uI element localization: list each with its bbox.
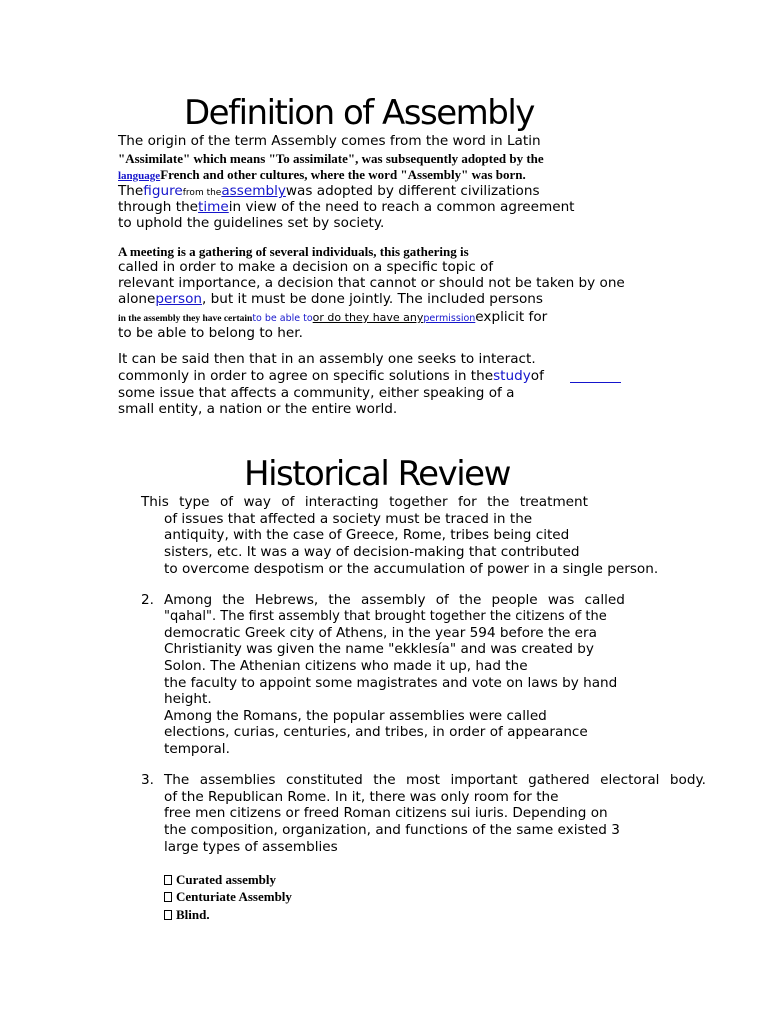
- item2-word: of: [435, 592, 449, 608]
- p2-line1: A meeting is a gathering of several individuals, this gathering is: [118, 244, 469, 259]
- p1-line6: to uphold the guidelines set by society.: [118, 215, 385, 231]
- p3-line2-text: of: [530, 368, 544, 384]
- p2-line6: to be able to belong to her.: [118, 325, 303, 341]
- square-bullet-icon: [164, 892, 172, 902]
- item2-line: Christianity was given the name "ekklesía" and was created by: [164, 641, 594, 657]
- p2-line4-text: , but it must be done jointly. The included persons: [202, 291, 543, 307]
- p2-line5-bold: in the assembly they have certain: [118, 314, 253, 324]
- p1-line4-start: The: [118, 183, 144, 199]
- item3-word: gathered: [528, 772, 590, 788]
- item1-line: to overcome despotism or the accumulation of power in a single person.: [164, 561, 659, 577]
- bullet-item-label: Curated assembly: [176, 872, 277, 887]
- item3-word: body.: [669, 772, 706, 788]
- item3-line: free men citizens or freed Roman citizens sui iuris. Depending on: [164, 805, 608, 821]
- item1-word: of: [281, 494, 295, 510]
- p1-line5-text: in view of the need to reach a common agreement: [228, 199, 575, 215]
- item1-word: of: [219, 494, 234, 510]
- item3-word: assemblies: [199, 772, 276, 788]
- link-to-be-able-to[interactable]: to be able to: [252, 313, 313, 324]
- item2-word: Among: [164, 592, 213, 608]
- item3-word: the: [373, 772, 396, 788]
- item2-word: the: [222, 592, 245, 608]
- item1-word: together: [389, 494, 448, 510]
- link-figure[interactable]: figure: [143, 183, 183, 199]
- item1-word: interacting: [304, 494, 379, 510]
- item3-line: the composition, organization, and functions of the same existed 3: [164, 822, 620, 838]
- item2-line: "qahal". The first assembly that brought together the citizens of the: [164, 609, 607, 624]
- link-language[interactable]: language: [118, 170, 161, 182]
- p3-line2: [118, 368, 544, 385]
- item3-word: important: [450, 772, 518, 788]
- item3-word: The: [164, 772, 190, 788]
- link-time[interactable]: time: [198, 199, 229, 215]
- section-title-historical: Historical Review: [244, 454, 510, 494]
- item2-line: temporal.: [164, 741, 230, 757]
- item2-first-line: [164, 592, 625, 609]
- bullet-item: [164, 888, 292, 905]
- bullet-item: [164, 906, 210, 923]
- p2-line4: [118, 291, 543, 308]
- square-bullet-icon: [164, 875, 172, 885]
- p1-line2: "Assimilate" which means "To assimilate", was subsequently adopted by the: [118, 151, 544, 166]
- empty-link-underline[interactable]: [570, 382, 621, 383]
- item1-word: for: [458, 494, 477, 510]
- p1-line3-text: French and other cultures, where the word "Assembly" was born.: [160, 167, 526, 182]
- p2-line4-start: alone: [118, 291, 156, 307]
- item2-line: the faculty to appoint some magistrates and vote on laws by hand: [164, 675, 618, 691]
- p1-line4-text: was adopted by different civilizations: [285, 183, 540, 199]
- item2-marker: 2.: [141, 592, 154, 608]
- item3-marker: 3.: [141, 772, 154, 788]
- square-bullet-icon: [164, 910, 172, 920]
- link-permission[interactable]: permission: [423, 313, 476, 324]
- bullet-item-label: Centuriate Assembly: [176, 889, 292, 904]
- link-person[interactable]: person: [155, 291, 203, 307]
- p1-line5-start: through the: [118, 199, 199, 215]
- item3-word: electoral: [600, 772, 660, 788]
- p1-line5: [118, 199, 575, 216]
- p3-line4: small entity, a nation or the entire world.: [118, 401, 398, 417]
- item1-word: way: [243, 494, 271, 510]
- item1-line: of issues that affected a society must be traced in the: [164, 511, 533, 527]
- item3-word: constituted: [285, 772, 363, 788]
- item2-word: the: [328, 592, 351, 608]
- section-title-definition: Definition of Assembly: [184, 93, 534, 133]
- item1-word: the: [487, 494, 510, 510]
- item3-word: most: [406, 772, 441, 788]
- item3-line: of the Republican Rome. In it, there was only room for the: [164, 789, 559, 805]
- link-assembly[interactable]: assembly: [221, 183, 286, 199]
- item2-word: Hebrews,: [254, 592, 319, 608]
- item2-line: height.: [164, 691, 212, 707]
- p3-line1: It can be said then that in an assembly one seeks to interact.: [118, 351, 536, 367]
- item2-word: people: [491, 592, 538, 608]
- p1-line4-small: from the: [182, 188, 222, 198]
- p3-line3: some issue that affects a community, either speaking of a: [118, 385, 515, 401]
- item1-word: treatment: [519, 494, 588, 510]
- item1-first-line: [141, 494, 588, 511]
- p2-line3: relevant importance, a decision that cannot or should not be taken by one: [118, 275, 625, 291]
- bullet-item: [164, 871, 276, 888]
- link-study[interactable]: study: [493, 368, 531, 384]
- item2-line: democratic Greek city of Athens, in the year 594 before the era: [164, 625, 597, 641]
- p1-line1: The origin of the term Assembly comes from the word in Latin: [118, 133, 541, 149]
- item2-word: the: [459, 592, 482, 608]
- p2-line5-text: explicit for: [475, 309, 548, 325]
- item2-line: Solon. The Athenian citizens who made it up, had the: [164, 658, 528, 674]
- item2-word: assembly: [360, 592, 426, 608]
- bullet-item-label: Blind.: [176, 907, 210, 922]
- item3-line: large types of assemblies: [164, 839, 338, 855]
- item3-first-line: [164, 772, 706, 789]
- p2-line2: called in order to make a decision on a specific topic of: [118, 259, 494, 275]
- item2-line: elections, curias, centuries, and tribes, in order of appearance: [164, 724, 588, 740]
- p2-line5-mid: or do they have any: [312, 311, 424, 324]
- item1-word: type: [179, 494, 210, 510]
- item2-line: Among the Romans, the popular assemblies were called: [164, 708, 547, 724]
- p3-line2-start: commonly in order to agree on specific solutions in the: [118, 368, 494, 384]
- item2-word: was: [547, 592, 575, 608]
- item1-line: antiquity, with the case of Greece, Rome, tribes being cited: [164, 527, 570, 543]
- item2-word: called: [584, 592, 625, 608]
- item1-word: This: [141, 494, 169, 510]
- item1-line: sisters, etc. It was a way of decision-making that contributed: [164, 544, 580, 560]
